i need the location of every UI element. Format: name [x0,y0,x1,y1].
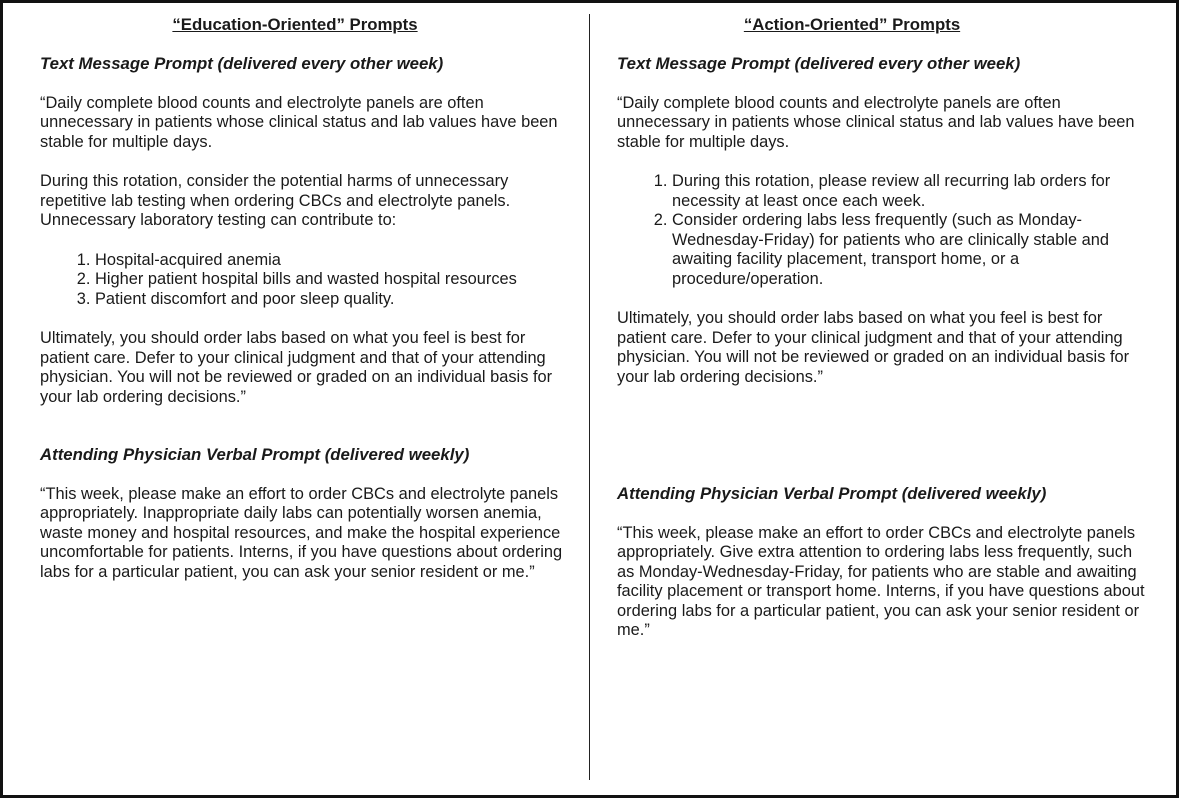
action-oriented-column [617,14,1152,641]
list-item: 1. Hospital-acquired anemia [95,251,570,271]
right-action-list [617,172,1152,289]
left-verbal-prompt: “This week, please make an effort to order CBCs and electrolyte panels appropriately. Inappropriate daily labs can potentially worsen anemia, waste money and hospital resources, and make the hospital experience uncomfortable for patients. Interns, if you have questions about ordering labs for a particular patient, you can ask your senior resident or me.” [40,484,563,581]
list-item: 2. Consider ordering labs less frequently (such as Monday-Wednesday-Friday) for patients who are clinically stable and awaiting facility placement, transport home, or a procedure/operation. [672,211,1152,289]
right-text-ultimately: Ultimately, you should order labs based on what you feel is best for patient care. Defer to your clinical judgment and that of your attending physician. You will not be reviewed or graded on an individual basis for your lab ordering decisions.” [617,309,1130,386]
list-item: 3. Patient discomfort and poor sleep quality. [95,290,570,310]
left-text-intro: “Daily complete blood counts and electrolyte panels are often unnecessary in patients whose clinical status and lab values have been stable for multiple days. [40,93,558,151]
education-oriented-column [40,14,570,582]
right-verbal-prompt: “This week, please make an effort to order CBCs and electrolyte panels appropriately. Give extra attention to ordering labs less frequently, such as Monday-Wednesday-Friday, for patients who are stable and awaiting facility placement or transport home. Interns, if you have questions about ordering labs for a particular patient, you can ask your senior resident or me.” [617,523,1145,639]
right-text-intro: “Daily complete blood counts and electrolyte panels are often unnecessary in patients whose clinical status and lab values have been stable for multiple days. [617,93,1135,151]
list-item: 1. During this rotation, please review all recurring lab orders for necessity at least once each week. [672,172,1152,211]
left-harms-list [40,251,570,310]
left-text-message-heading: Text Message Prompt (delivered every other week) [40,54,444,73]
right-text-message-heading: Text Message Prompt (delivered every other week) [617,54,1021,73]
left-text-ultimately: Ultimately, you should order labs based on what you feel is best for patient care. Defer to your clinical judgment and that of your attending physician. You will not be reviewed or graded on an individual basis for your lab ordering decisions.” [40,329,553,406]
left-text-harms: During this rotation, consider the potential harms of unnecessary repetitive lab testing when ordering CBCs and electrolyte panels. Unnecessary laboratory testing can contribute to: [40,172,511,229]
list-item: 2. Higher patient hospital bills and wasted hospital resources [95,270,570,290]
action-oriented-title: “Action-Oriented” Prompts [743,15,961,34]
column-divider [589,14,590,780]
right-verbal-heading: Attending Physician Verbal Prompt (delivered weekly) [617,484,1047,503]
left-verbal-heading: Attending Physician Verbal Prompt (delivered weekly) [40,445,470,464]
education-oriented-title: “Education-Oriented” Prompts [172,15,418,34]
